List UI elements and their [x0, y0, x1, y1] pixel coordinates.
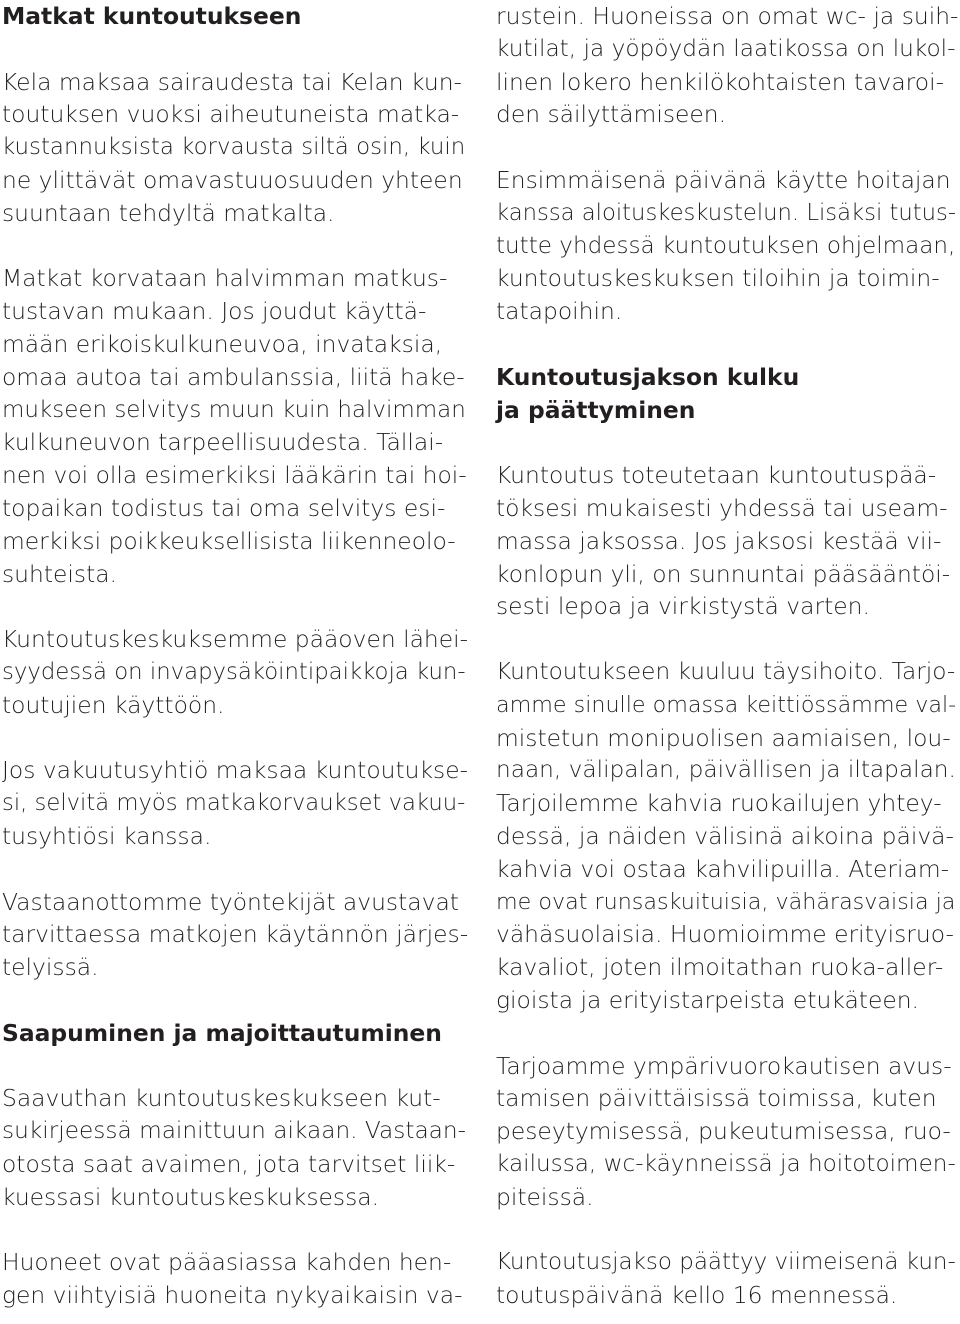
paragraph — [496, 164, 958, 328]
block-spacer — [496, 1213, 958, 1246]
text-line: sukirjeessä mainittuun aikaan. Vastaan- — [2, 1117, 466, 1145]
text-line: tustavan mukaan. Jos joudut käyttä- — [2, 297, 427, 326]
text-line: kustannuksista korvausta siltä osin, kuin — [2, 134, 466, 161]
text-line: Ensimmäisenä päivänä käytte hoitajan — [496, 165, 951, 194]
paragraph — [2, 66, 468, 230]
text-line: suuntaan tehdyltä matkalta. — [2, 198, 335, 227]
block-spacer — [2, 590, 468, 623]
text-line: kuessasi kuntoutuskeskuksessa. — [2, 1182, 380, 1211]
text-line: vähäsuolaisia. Huomioimme erityisruo- — [496, 920, 954, 949]
text-line: telyissä. — [2, 953, 99, 982]
text-line: suhteista. — [2, 559, 118, 588]
text-line: tusyhtiösi kanssa. — [2, 821, 212, 850]
text-line: Tarjoilemme kahvia ruokailujen yhtey- — [496, 789, 942, 818]
paragraph — [2, 623, 468, 721]
block-spacer — [2, 1213, 468, 1246]
text-line: linen lokero henkilökohtaisten tavaroi- — [496, 67, 945, 96]
block-spacer — [496, 623, 958, 656]
left-column — [2, 0, 468, 1312]
text-line: tatapoihin. — [496, 297, 623, 326]
text-line: gioista ja erityistarpeista etukäteen. — [496, 985, 919, 1014]
paragraph — [496, 1246, 958, 1312]
text-line: naan, välipalan, päivällisen ja iltapalan. — [496, 756, 956, 784]
text-line: tamisen päivittäisissä toimissa, kuten — [496, 1084, 937, 1113]
text-line: rustein. Huoneissa on omat wc- ja suih- — [496, 2, 959, 30]
text-line: Jos vakuutusyhtiö maksaa kuntoutukse- — [2, 756, 469, 785]
block-spacer — [2, 33, 468, 66]
paragraph — [496, 459, 958, 623]
text-line: den säilyttämiseen. — [496, 100, 727, 129]
block-spacer — [2, 722, 468, 755]
text-line: kutilat, ja yöpöydän laatikossa on lukol- — [496, 34, 956, 62]
text-line: kanssa aloituskeskustelun. Lisäksi tutus- — [496, 199, 957, 226]
text-line: Kuntoutuskeskuksemme pääoven lähei- — [2, 625, 469, 654]
text-line: konlopun yli, on sunnuntai pääsääntöi- — [496, 559, 951, 588]
text-line: Vastaanottomme työntekijät avustavat — [2, 887, 459, 916]
text-line: mistetun monipuolisen aamiaisen, lou- — [496, 723, 951, 752]
block-spacer — [496, 328, 958, 361]
text-line: syydessä on invapysäköintipaikkoja kun- — [2, 658, 466, 685]
paragraph — [496, 1050, 958, 1214]
text-line: piteissä. — [496, 1182, 594, 1211]
section-heading — [2, 0, 468, 33]
text-line: tutte yhdessä kuntoutuksen ohjelmaan, — [496, 232, 956, 259]
text-line: otosta saat avaimen, jota tarvitset liik- — [2, 1149, 456, 1178]
text-line: Kuntoutukseen kuuluu täysihoito. Tarjo- — [496, 657, 956, 685]
text-line: si, selvitä myös matkakorvaukset vakuu- — [2, 790, 466, 817]
heading-line: Saapuminen ja majoittautuminen — [2, 1018, 442, 1047]
text-line: topaikan todistus tai oma selvitys esi- — [2, 493, 446, 522]
text-line: sesti lepoa ja virkistystä varten. — [496, 592, 870, 621]
heading-line: Kuntoutusjakson kulku — [496, 362, 800, 391]
block-spacer — [2, 984, 468, 1017]
paragraph — [2, 1082, 468, 1213]
text-line: mään erikoiskulkuneuvoa, invataksia, — [2, 329, 443, 358]
text-line: massa jaksossa. Jos jaksosi kestää vii- — [496, 526, 942, 555]
text-line: tarvittaessa matkojen käytännön järjes- — [2, 920, 469, 949]
text-line: Saavuthan kuntoutuskeskukseen kut- — [2, 1084, 441, 1113]
text-line: gen viihtyisiä huoneita nykyaikaisin va- — [2, 1281, 463, 1310]
text-line: merkiksi poikkeuksellisista liikenneolo- — [2, 526, 456, 555]
paragraph — [2, 262, 468, 590]
text-line: toutuspäivänä kello 16 mennessä. — [496, 1281, 898, 1310]
block-spacer — [2, 1050, 468, 1083]
text-line: toutujien käyttöön. — [2, 690, 225, 719]
text-line: omaa autoa tai ambulanssia, liitä hake- — [2, 362, 465, 391]
right-column — [496, 0, 958, 1312]
text-line: me ovat runsaskuituisia, vähärasvaisia ja — [496, 888, 956, 915]
text-line: mukseen selvitys muun kuin halvimman — [2, 396, 466, 423]
block-spacer — [2, 230, 468, 263]
text-line: kahvia voi ostaa kahvilipuilla. Ateriam- — [496, 854, 950, 883]
heading-line: ja päättyminen — [496, 395, 696, 424]
text-line: kuntoutuskeskuksen tiloihin ja toimin- — [496, 264, 940, 293]
text-line: kulkuneuvon tarpeellisuudesta. Tällai- — [2, 428, 444, 457]
section-heading — [496, 361, 958, 427]
paragraph — [2, 754, 468, 852]
text-line: Kela maksaa sairaudesta tai Kelan kun- — [2, 67, 462, 96]
text-line: Matkat korvataan halvimman matkus- — [2, 264, 448, 293]
text-line: peseytymisessä, pukeutumisessa, ruo- — [496, 1117, 951, 1146]
paragraph — [2, 1246, 468, 1312]
paragraph — [496, 0, 958, 131]
text-line: Kuntoutus toteutetaan kuntoutuspää- — [496, 461, 937, 490]
text-line: toutuksen vuoksi aiheutuneista matka- — [2, 100, 460, 129]
text-line: nen voi olla esimerkiksi lääkärin tai hoi- — [2, 461, 467, 490]
block-spacer — [496, 426, 958, 459]
text-line: ne ylittävät omavastuuosuuden yhteen — [2, 165, 463, 194]
text-line: Huoneet ovat pääasiassa kahden hen- — [2, 1248, 452, 1277]
text-line: kavaliot, joten ilmoitathan ruoka-aller- — [496, 953, 944, 982]
block-spacer — [2, 853, 468, 886]
text-line: töksesi mukaisesti yhdessä tai useam- — [496, 493, 948, 522]
text-line: Tarjoamme ympärivuorokautisen avus- — [496, 1051, 952, 1080]
text-line: amme sinulle omassa keittiössämme val- — [496, 691, 957, 718]
text-line: kailussa, wc-käynneissä ja hoitotoimen- — [496, 1150, 956, 1177]
section-heading — [2, 1017, 468, 1050]
block-spacer — [496, 1017, 958, 1050]
block-spacer — [496, 131, 958, 164]
text-line: dessä, ja näiden välisinä aikoina päivä- — [496, 821, 954, 850]
heading-line: Matkat kuntoutukseen — [2, 2, 302, 30]
paragraph — [496, 656, 958, 1017]
paragraph — [2, 886, 468, 984]
text-line: Kuntoutusjakso päättyy viimeisenä kun- — [496, 1249, 956, 1276]
